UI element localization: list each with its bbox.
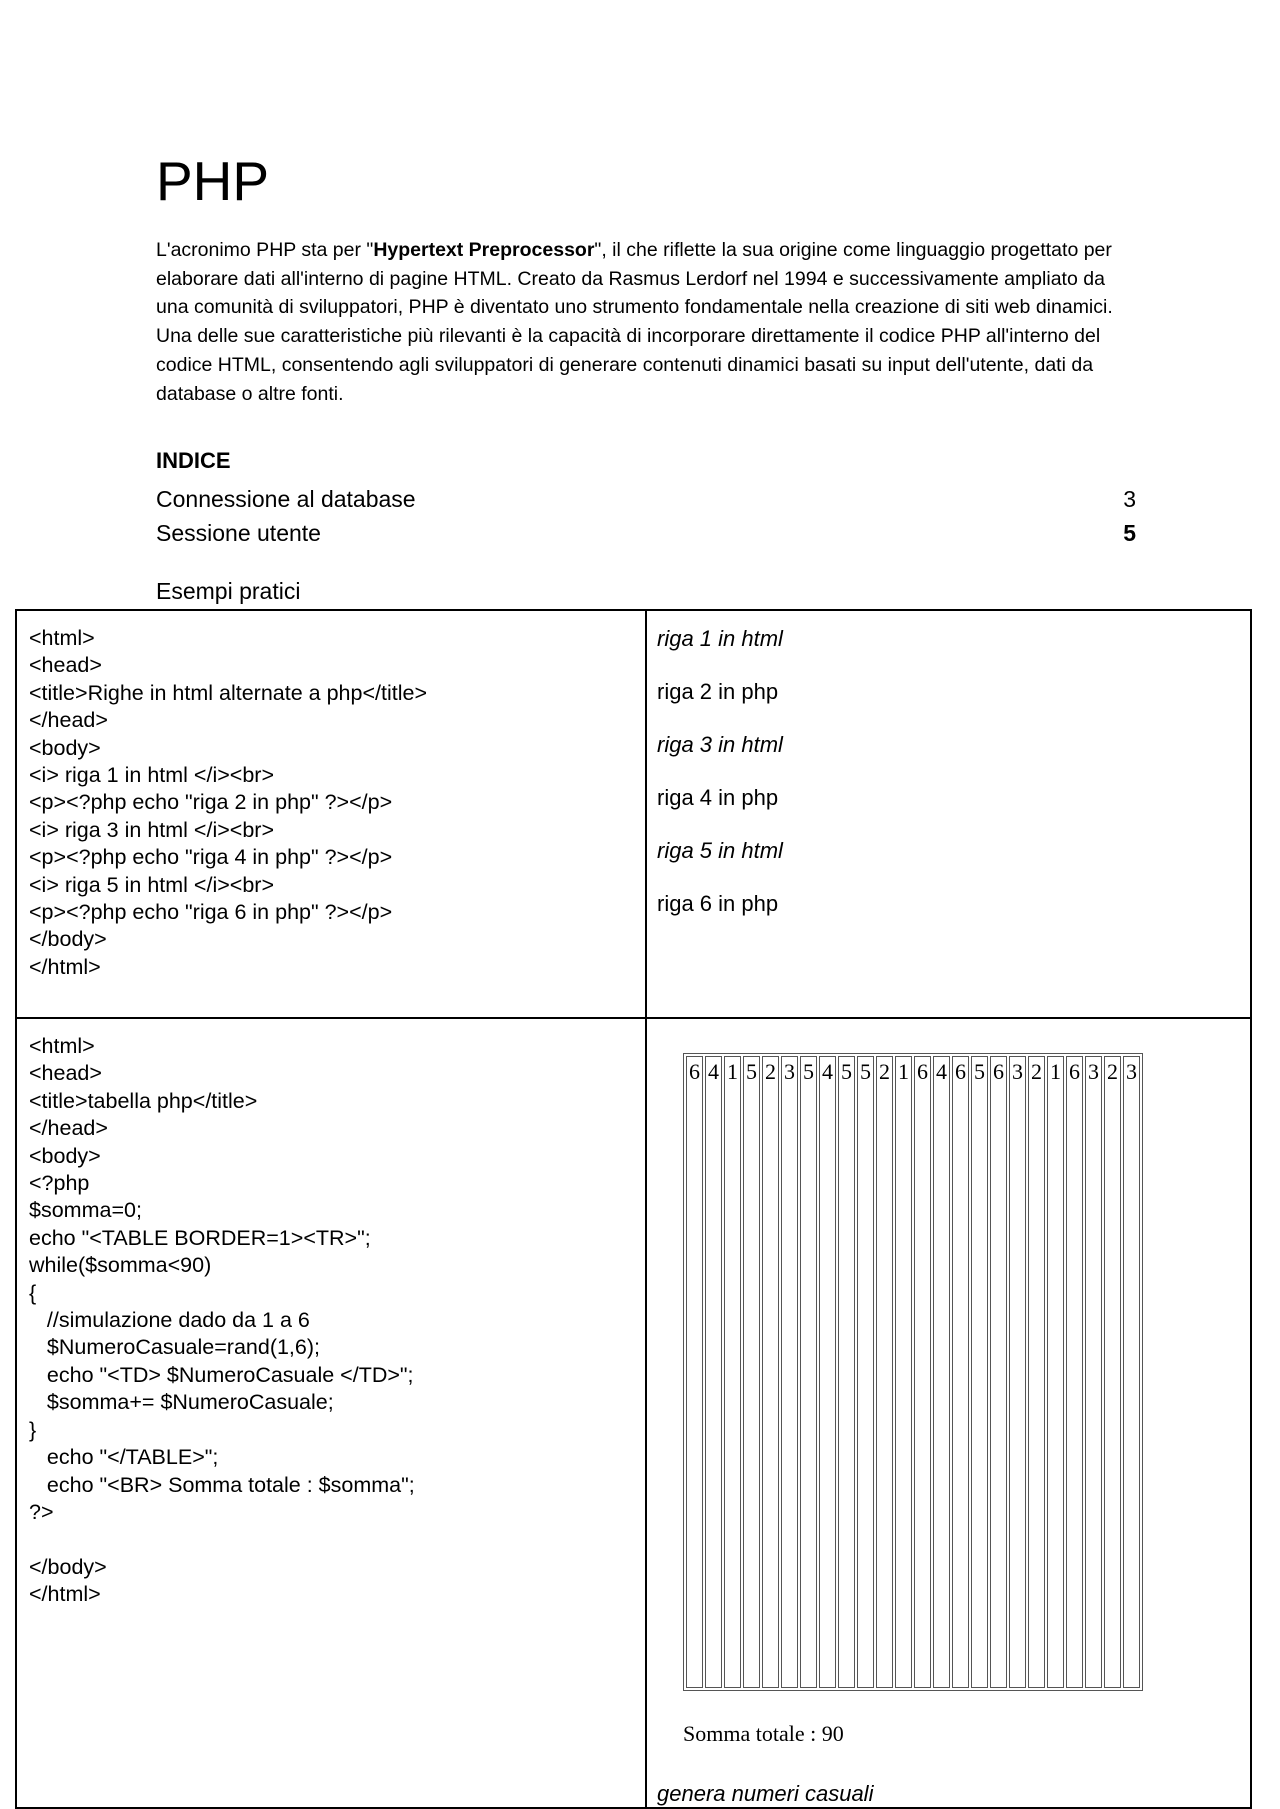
dice-cell: 6 [952, 1056, 969, 1688]
toc-entry-label: Sessione utente [156, 520, 321, 546]
dice-cell: 5 [971, 1056, 988, 1688]
examples-table [15, 609, 1252, 1809]
output-cell [646, 1018, 1251, 1808]
example-row-table-php [16, 1018, 1251, 1808]
dice-cell: 5 [838, 1056, 855, 1688]
dice-cell: 3 [781, 1056, 798, 1688]
dice-cell: 3 [1009, 1056, 1026, 1688]
index-heading: INDICE [156, 448, 231, 473]
dice-cell: 5 [857, 1056, 874, 1688]
output-line-6: riga 6 in php [657, 891, 779, 916]
dice-table-wrapper [647, 1019, 1250, 1691]
dice-cell: 3 [1123, 1056, 1140, 1688]
toc-entry-label: Connessione al database [156, 486, 416, 512]
code-cell [16, 610, 646, 1018]
output-line-1: riga 1 in html [657, 626, 783, 651]
toc-entry-database[interactable] [156, 486, 1136, 513]
code-block-html-php: <html> <head> <title>Righe in html alternate a php</title> </head> <body> <i> riga 1 in html </i><br> <p><?php echo "riga 2 in php" ?></p> <i> riga 3 in html </i><br> <p><?php echo "riga 4 in php" ?></p> <i> riga 5 in html </i><br> <p><?php echo "riga 6 in php" ?></p> </body> </html> [29, 626, 428, 979]
sum-total: Somma totale : 90 [683, 1721, 844, 1746]
dice-cell: 4 [933, 1056, 950, 1688]
dice-cell: 1 [724, 1056, 741, 1688]
dice-cell: 2 [762, 1056, 779, 1688]
intro-paragraph [156, 236, 1116, 408]
dice-cell: 6 [990, 1056, 1007, 1688]
toc-entry-page: 5 [1123, 520, 1136, 546]
examples-heading: Esempi pratici [156, 578, 301, 604]
code-cell [16, 1018, 646, 1808]
dice-row [686, 1056, 1140, 1688]
output-cell [646, 610, 1251, 1018]
dice-results-table [683, 1053, 1143, 1691]
example-note: genera numeri casuali [657, 1781, 874, 1806]
example-row-html-php [16, 610, 1251, 1018]
dice-cell: 6 [914, 1056, 931, 1688]
dice-cell: 2 [1104, 1056, 1121, 1688]
intro-text-start: L'acronimo PHP sta per " [156, 239, 374, 261]
dice-cell: 3 [1085, 1056, 1102, 1688]
output-line-2: riga 2 in php [657, 679, 779, 704]
dice-cell: 6 [1066, 1056, 1083, 1688]
dice-cell: 5 [743, 1056, 760, 1688]
dice-cell: 2 [1028, 1056, 1045, 1688]
dice-cell: 1 [895, 1056, 912, 1688]
dice-cell: 5 [800, 1056, 817, 1688]
toc-entry-page: 3 [1123, 486, 1136, 512]
output-line-4: riga 4 in php [657, 785, 779, 810]
output-line-3: riga 3 in html [657, 732, 783, 757]
intro-text-end: ", il che riflette la sua origine come linguaggio progettato per elaborare dati all'interno di pagine HTML. Creato da Rasmus Lerdorf nel 1994 e successivamente ampliato da una comunità di sviluppatori, PHP è diventato uno strumento fondamentale nella creazione di siti web dinamici. Una delle sue caratteristiche più rilevanti è la capacità di incorporare direttamente il codice PHP all'interno del codice HTML, consentendo agli sviluppatori di generare contenuti dinamici basati su input dell'utente, dati da database o altre fonti. [156, 239, 1113, 405]
intro-bold-term: Hypertext Preprocessor [373, 239, 595, 261]
output-lines [647, 611, 1250, 917]
dice-cell: 1 [1047, 1056, 1064, 1688]
code-block-table-php: <html> <head> <title>tabella php</title> </head> <body> <?php $somma=0; echo "<TABLE BORDER=1><TR>"; while($somma<90) { //simulazione dado da 1 a 6 $NumeroCasuale=rand(1,6); echo "<TD> $NumeroCasuale </TD>"; $somma+= $NumeroCasuale; } echo "</TABLE>"; echo "<BR> Somma totale : $somma"; ?> </body> </html> [29, 1034, 415, 1607]
page-title: PHP [156, 150, 270, 212]
dice-cell: 4 [705, 1056, 722, 1688]
output-line-5: riga 5 in html [657, 838, 783, 863]
dice-cell: 2 [876, 1056, 893, 1688]
dice-cell: 4 [819, 1056, 836, 1688]
toc-entry-session[interactable] [156, 520, 1136, 547]
dice-cell: 6 [686, 1056, 703, 1688]
